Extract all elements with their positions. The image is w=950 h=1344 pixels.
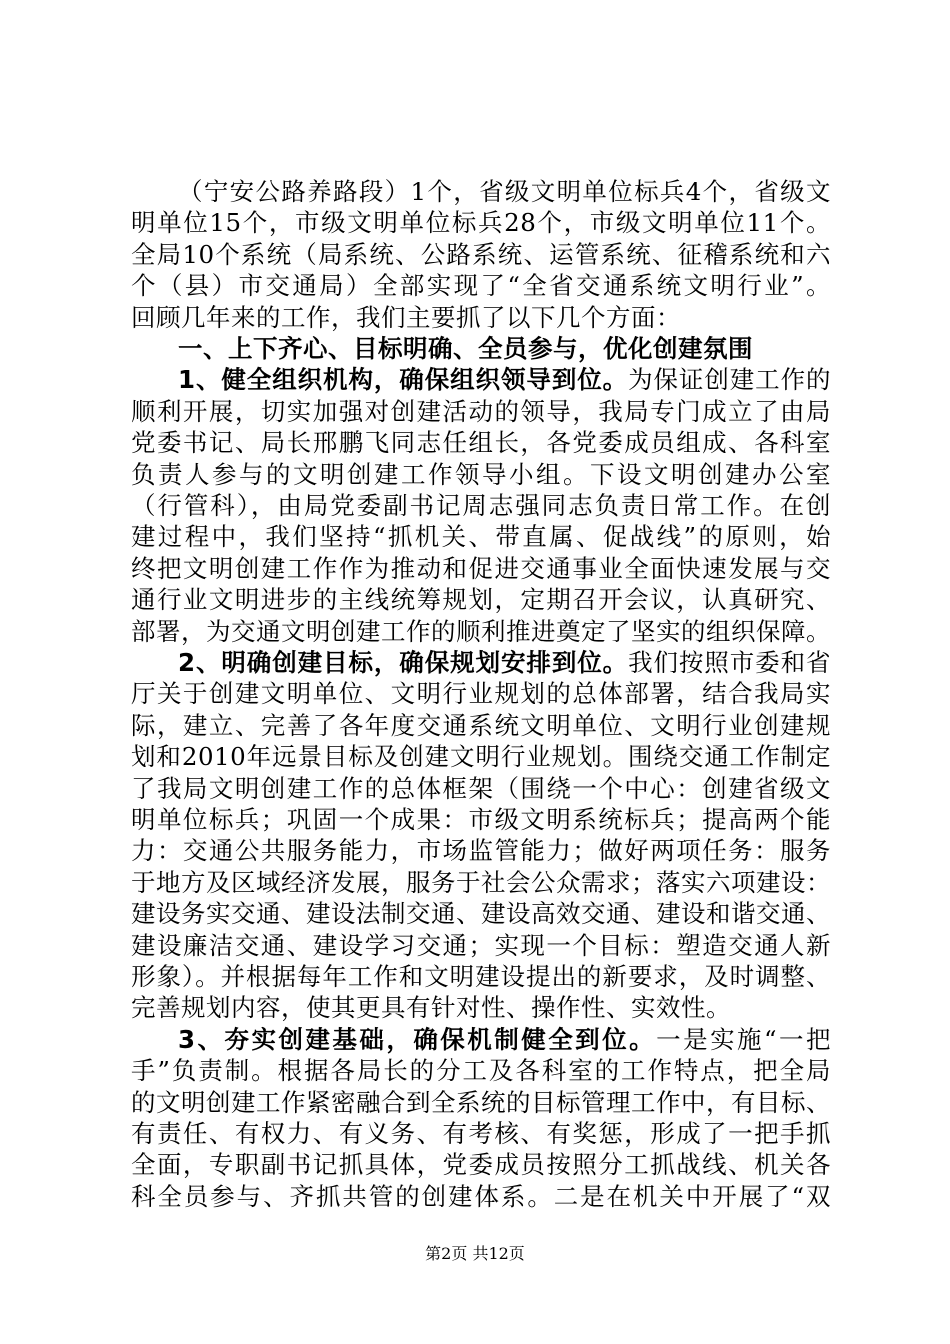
body-text-line: 明单位标兵；巩固一个成果：市级文明系统标兵；提高两个能	[131, 805, 831, 834]
body-text-line: 手”负责制。根据各局长的分工及各科室的工作特点，把全局	[131, 1056, 831, 1086]
body-text-line: 划和2010年远景目标及创建文明行业规划。围绕交通工作制定	[131, 742, 831, 772]
subsection-heading: 3、夯实创建基础，确保机制健全到位。	[178, 1024, 657, 1054]
body-text-line: 建过程中，我们坚持“抓机关、带直属、促战线”的原则，始	[131, 522, 831, 552]
body-text-line: 于地方及区域经济发展，服务于社会公众需求；落实六项建设：	[131, 867, 831, 897]
body-text-line: 党委书记、局长邢鹏飞同志任组长，各党委成员组成、各科室	[131, 428, 831, 458]
body-text-line: 全局10个系统（局系统、公路系统、运管系统、征稽系统和六	[131, 239, 831, 269]
body-text-line: 际，建立、完善了各年度交通系统文明单位、文明行业创建规	[131, 710, 831, 740]
body-text-line: 1、健全组织机构，确保组织领导到位。为保证创建工作的	[178, 365, 832, 395]
body-text-line: （行管科），由局党委副书记周志强同志负责日常工作。在创	[131, 491, 831, 520]
section-heading: 一、上下齐心、目标明确、全员参与，优化创建氛围	[178, 334, 753, 363]
subsection-heading: 2、明确创建目标，确保规划安排到位。	[178, 648, 629, 677]
body-text-line: 顺利开展，切实加强对创建活动的领导，我局专门成立了由局	[131, 396, 831, 426]
body-text-line: 建设廉洁交通、建设学习交通；实现一个目标：塑造交通人新	[131, 930, 831, 960]
body-text-line: 2、明确创建目标，确保规划安排到位。我们按照市委和省	[178, 648, 832, 677]
body-text-line: 部署，为交通文明创建工作的顺利推进奠定了坚实的组织保障。	[131, 616, 831, 646]
body-text-line: 通行业文明进步的主线统筹规划，定期召开会议，认真研究、	[131, 585, 831, 615]
body-text-line: 回顾几年来的工作，我们主要抓了以下几个方面：	[131, 302, 681, 332]
page-footer	[0, 1242, 950, 1266]
body-text-line: 厅关于创建文明单位、文明行业规划的总体部署，结合我局实	[131, 679, 831, 709]
page-number-label: 第2页 共12页	[425, 1244, 525, 1263]
body-text-line: 有责任、有权力、有义务、有考核、有奖惩，形成了一把手抓	[131, 1119, 831, 1148]
body-text-line: 个（县）市交通局）全部实现了“全省交通系统文明行业”。	[131, 271, 831, 301]
body-text-line: 明单位15个，市级文明单位标兵28个，市级文明单位11个。	[131, 208, 831, 238]
body-text-line: 建设务实交通、建设法制交通、建设高效交通、建设和谐交通、	[131, 899, 831, 929]
body-text-line: 全面，专职副书记抓具体，党委成员按照分工抓战线、机关各	[131, 1150, 831, 1180]
body-text-line: 3、夯实创建基础，确保机制健全到位。一是实施“一把	[178, 1024, 832, 1054]
body-text-line: 了我局文明创建工作的总体框架（围绕一个中心：创建省级文	[131, 773, 831, 803]
body-text-line: 的文明创建工作紧密融合到全系统的目标管理工作中，有目标、	[131, 1087, 831, 1117]
body-text-line: 形象）。并根据每年工作和文明建设提出的新要求，及时调整、	[131, 962, 831, 991]
body-text-line: 科全员参与、齐抓共管的创建体系。二是在机关中开展了“双	[131, 1181, 831, 1211]
body-text-line: 力：交通公共服务能力，市场监管能力；做好两项任务：服务	[131, 836, 831, 866]
body-text-line: 负责人参与的文明创建工作领导小组。下设文明创建办公室	[131, 459, 831, 489]
body-text-line: 完善规划内容，使其更具有针对性、操作性、实效性。	[131, 993, 731, 1023]
body-text-line: （宁安公路养路段）1个，省级文明单位标兵4个，省级文	[178, 177, 831, 206]
subsection-heading: 1、健全组织机构，确保组织领导到位。	[178, 365, 629, 395]
body-text-line: 终把文明创建工作作为推动和促进交通事业全面快速发展与交	[131, 553, 831, 583]
